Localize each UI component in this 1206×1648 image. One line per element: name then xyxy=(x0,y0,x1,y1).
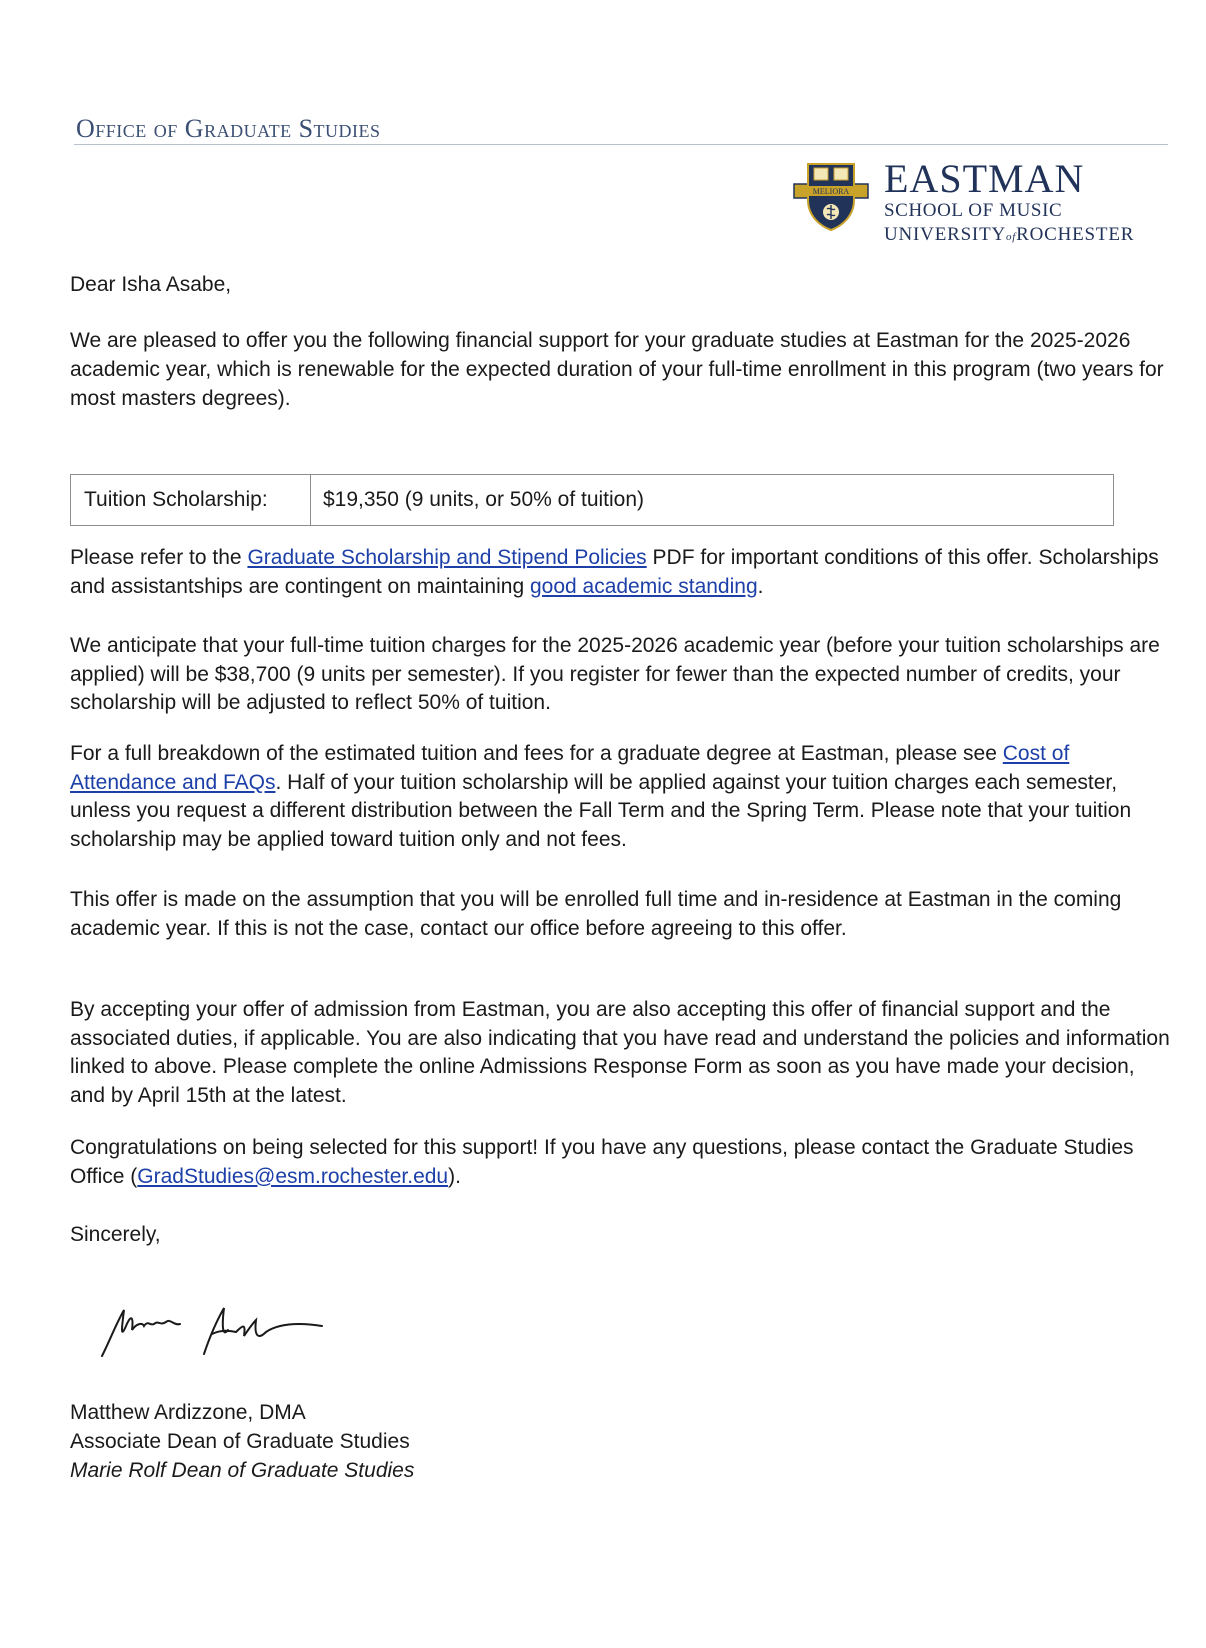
closing: Sincerely, xyxy=(70,1223,161,1246)
scholarship-table xyxy=(70,474,1114,526)
signature-image xyxy=(96,1296,326,1364)
accepting-paragraph: By accepting your offer of admission from Eastman, you are also accepting this offer of financial support and the associated duties, if applicable. You are also indicating that you have read and understand the policies and information linked to above. Please complete the online Admissions Response Form as soon as you have made your decision, and by April 15th at the latest. xyxy=(70,998,1170,1107)
scholarship-value: $19,350 (9 units, or 50% of tuition) xyxy=(323,488,645,511)
intro-paragraph: We are pleased to offer you the following financial support for your graduate studies at Eastman for the 2025-2026 academic year, which is renewable for the expected duration of your full-time enrollment in this program (two years for most masters degrees). xyxy=(70,329,1164,410)
policies-text-1: Please refer to the xyxy=(70,546,248,569)
greeting: Dear Isha Asabe, xyxy=(70,273,232,296)
congrats-text-1: Congratulations on being selected for this support! If you have any questions, please contact the Graduate Studies Office ( xyxy=(70,1136,1134,1188)
logo-eastman: EASTMAN xyxy=(884,156,1085,201)
signer-name: Matthew Ardizzone, DMA xyxy=(70,1401,306,1424)
logo-univ-post: ROCHESTER xyxy=(1016,224,1135,245)
logo-university xyxy=(884,222,1134,250)
shield-motto: MELIORA xyxy=(812,187,850,196)
policies-paragraph xyxy=(70,544,1170,601)
congrats-text-2: ). xyxy=(448,1164,461,1188)
university-shield-icon xyxy=(790,160,872,232)
breakdown-text-2: . Half of your tuition scholarship will be applied against your tuition charges each semester, unless you request a different distribution between the Fall Term and the Spring Term. Please note that your tuition scholarship may be applied toward tuition only and not fees. xyxy=(70,770,1132,851)
congrats-paragraph xyxy=(70,1134,1170,1191)
signer-title-2: Marie Rolf Dean of Graduate Studies xyxy=(70,1459,415,1482)
header-rule xyxy=(74,144,1168,145)
academic-standing-link[interactable]: good academic standing xyxy=(529,574,758,598)
logo-univ-of: of xyxy=(1006,231,1017,243)
policies-text-2: PDF for important conditions of this offer. Scholarships and assistantships are contingent on maintaining xyxy=(70,546,1159,598)
signer-title: Associate Dean of Graduate Studies xyxy=(70,1430,410,1453)
grad-studies-email-link[interactable]: GradStudies@esm.rochester.edu xyxy=(137,1164,449,1188)
logo-text xyxy=(884,158,1134,250)
logo-univ-pre: UNIVERSITY xyxy=(884,224,1006,245)
office-header: Office of Graduate Studies xyxy=(76,114,381,143)
logo-school: SCHOOL OF MUSIC xyxy=(884,200,1063,221)
scholarship-policies-link[interactable]: Graduate Scholarship and Stipend Policies xyxy=(247,546,647,569)
cost-of-attendance-link[interactable]: Cost of Attendance and FAQs xyxy=(70,742,1070,794)
breakdown-text-1: For a full breakdown of the estimated tuition and fees for a graduate degree at Eastman, please see xyxy=(70,742,1003,765)
charges-paragraph: We anticipate that your full-time tuition charges for the 2025-2026 academic year (before your tuition scholarships are applied) will be $38,700 (9 units per semester). If you register for fewer than the expected number of credits, your scholarship will be adjusted to reflect 50% of tuition. xyxy=(70,634,1160,714)
assumption-paragraph: This offer is made on the assumption that you will be enrolled full time and in-residence at Eastman in the coming academic year. If this is not the case, contact our office before agreeing to this offer. xyxy=(70,888,1122,940)
breakdown-paragraph xyxy=(70,740,1170,854)
eastman-logo xyxy=(790,158,1170,248)
policies-text-3: . xyxy=(757,574,764,598)
scholarship-label: Tuition Scholarship: xyxy=(71,475,311,525)
